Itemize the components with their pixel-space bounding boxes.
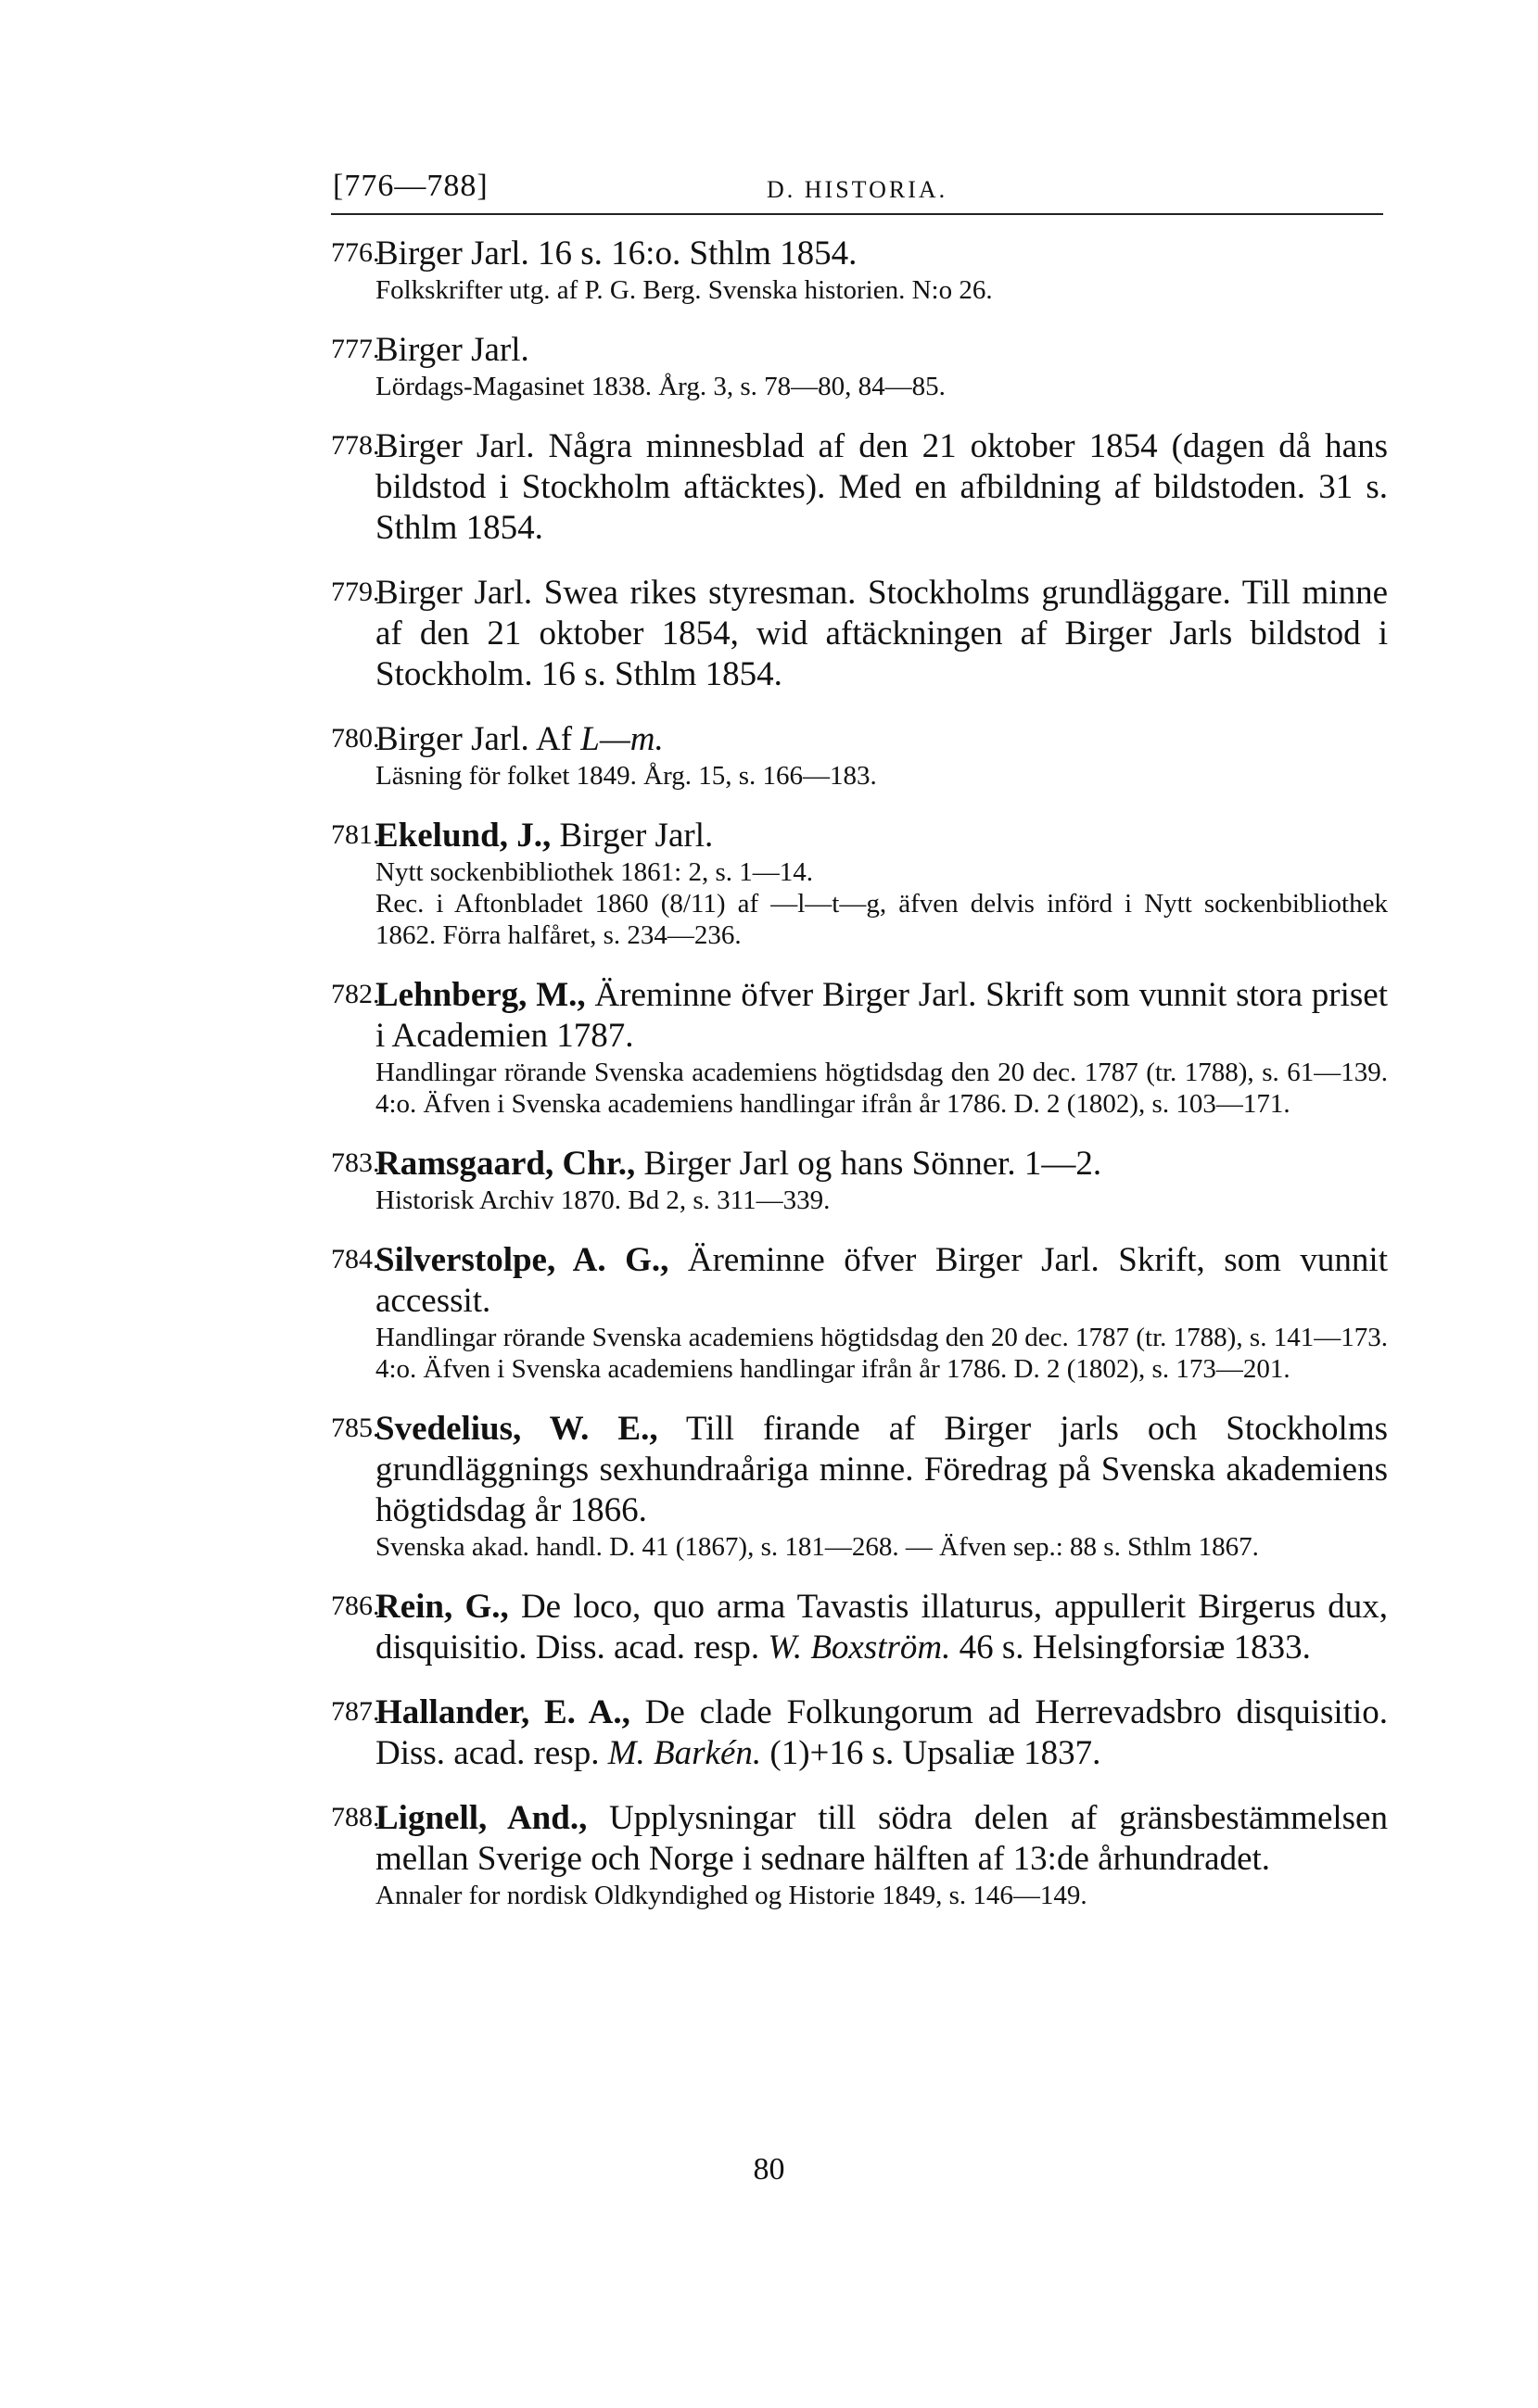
entry-title: Birger Jarl. 16 s. 16:o. Sthlm 1854.	[375, 234, 858, 272]
entry-author: Ramsgaard, Chr.,	[375, 1145, 636, 1183]
entry-title-tail: 46 s. Helsingforsiæ 1833.	[950, 1629, 1311, 1667]
entry-title-text: De loco, quo arma Tavastis illaturus, appullerit Birgerus dux, disquisitio. Diss. acad. resp.	[375, 1588, 1388, 1667]
entry-note: Handlingar rörande Svenska academiens högtidsdag den 20 dec. 1787 (tr. 1788), s. 61—139. 4:o. Äfven i Svenska academiens handlingar ifrån år 1786. D. 2 (1802), s. 103—171.	[375, 1058, 1388, 1119]
entry-title	[375, 1587, 1388, 1668]
entry-author: Rein, G.,	[375, 1588, 509, 1626]
entry-note: Nytt sockenbibliothek 1861: 2, s. 1—14.	[375, 857, 814, 887]
entry-title-text: Upplysningar till södra delen af gränsbestämmelsen mellan Sverige och Norge i sednare hälften af 13:de århundradet.	[375, 1799, 1388, 1878]
entry-note: Historisk Archiv 1870. Bd 2, s. 311—339.	[375, 1185, 831, 1215]
entry-779	[331, 573, 1388, 695]
entry-title-text: Birger Jarl. Af	[375, 720, 581, 758]
entry-note: Svenska akad. handl. D. 41 (1867), s. 181—268. — Äfven sep.: 88 s. Sthlm 1867.	[375, 1532, 1259, 1562]
entry-title	[375, 719, 1388, 760]
entry-title	[375, 1240, 1388, 1322]
running-header	[331, 165, 1383, 215]
entry-782	[331, 975, 1388, 1120]
entry-number: 778.	[331, 430, 380, 461]
entry-title: Birger Jarl. Swea rikes styresman. Stockholms grundläggare. Till minne af den 21 oktober 1854, wid aftäckningen af Birger Jarls bildstod i Stockholm. 16 s. Sthlm 1854.	[375, 574, 1388, 693]
entry-title	[375, 1144, 1388, 1185]
entry-number: 777.	[331, 334, 380, 364]
entry-780	[331, 719, 1388, 792]
entry-777	[331, 330, 1388, 402]
entry-author: Hallander, E. A.,	[375, 1693, 630, 1731]
entry-note: Folkskrifter utg. af P. G. Berg. Svenska historien. N:o 26.	[375, 275, 993, 305]
entry-787	[331, 1692, 1388, 1774]
entry-note: Handlingar rörande Svenska academiens högtidsdag den 20 dec. 1787 (tr. 1788), s. 141—173. 4:o. Äfven i Svenska academiens handlingar ifrån år 1786. D. 2 (1802), s. 173—201.	[375, 1323, 1388, 1384]
entry-number: 785.	[331, 1413, 380, 1443]
entry-note: Läsning för folket 1849. Årg. 15, s. 166—183.	[375, 761, 877, 791]
entry-respondent: W. Boxström.	[768, 1629, 951, 1667]
entry-788	[331, 1798, 1388, 1911]
entry-number: 779.	[331, 577, 380, 607]
entry-number: 776.	[331, 237, 380, 268]
entry-number: 781.	[331, 819, 380, 850]
entry-784	[331, 1240, 1388, 1385]
entry-author: Lehnberg, M.,	[375, 976, 586, 1014]
entry-note: Lördags-Magasinet 1838. Årg. 3, s. 78—80, 84—85.	[375, 372, 946, 401]
entry-title-text: Äreminne öfver Birger Jarl. Skrift som vunnit stora priset i Academien 1787.	[375, 976, 1388, 1055]
entry-781	[331, 816, 1388, 951]
entry-number: 782.	[331, 979, 380, 1009]
page-number: 80	[753, 2152, 785, 2186]
entry-title-text: Äreminne öfver Birger Jarl. Skrift, som vunnit accessit.	[375, 1241, 1388, 1320]
entry-title	[375, 975, 1388, 1057]
entry-note: Rec. i Aftonbladet 1860 (8/11) af —l—t—g, äfven delvis införd i Nytt sockenbibliothek 1862. Förra halfåret, s. 234—236.	[375, 889, 1388, 950]
entry-number: 786.	[331, 1591, 380, 1621]
entry-title: Birger Jarl.	[375, 331, 529, 369]
entry-author: Svedelius, W. E.,	[375, 1410, 658, 1448]
entry-title-text: Birger Jarl.	[551, 817, 714, 855]
entry-author: Silverstolpe, A. G.,	[375, 1241, 669, 1279]
entry-776	[331, 234, 1388, 306]
entry-title-text: Birger Jarl og hans Sönner. 1—2.	[635, 1145, 1102, 1183]
entry-title-text: Till firande af Birger jarls och Stockholms grundläggnings sexhundraåriga minne. Föredrag på Svenska akademiens högtidsdag år 1866.	[375, 1410, 1388, 1529]
header-title: D. HISTORIA.	[767, 176, 948, 203]
entry-title-italic: L—m.	[580, 720, 664, 758]
entry-title: Birger Jarl. Några minnesblad af den 21 oktober 1854 (dagen då hans bildstod i Stockholm aftäcktes). Med en afbildning af bildstoden. 31 s. Sthlm 1854.	[375, 427, 1388, 547]
entry-785	[331, 1409, 1388, 1563]
entry-title-text: De clade Folkungorum ad Herrevadsbro disquisitio. Diss. acad. resp.	[375, 1693, 1388, 1772]
entry-title	[375, 1692, 1388, 1774]
entry-783	[331, 1144, 1388, 1216]
entry-number: 784.	[331, 1244, 380, 1274]
entry-list	[331, 234, 1388, 1935]
entry-number: 783.	[331, 1147, 380, 1178]
entry-title	[375, 1798, 1388, 1880]
entry-786	[331, 1587, 1388, 1668]
header-range: [776—788]	[333, 169, 489, 203]
entry-title	[375, 1409, 1388, 1531]
entry-number: 780.	[331, 723, 380, 754]
entry-778	[331, 426, 1388, 549]
entry-note: Annaler for nordisk Oldkyndighed og Historie 1849, s. 146—149.	[375, 1881, 1087, 1910]
entry-number: 788.	[331, 1802, 380, 1832]
entry-author: Lignell, And.,	[375, 1799, 588, 1837]
entry-author: Ekelund, J.,	[375, 817, 552, 855]
entry-respondent: M. Barkén.	[607, 1734, 762, 1772]
entry-title-tail: (1)+16 s. Upsaliæ 1837.	[761, 1734, 1101, 1772]
entry-number: 787.	[331, 1696, 380, 1727]
entry-title	[375, 816, 1388, 856]
